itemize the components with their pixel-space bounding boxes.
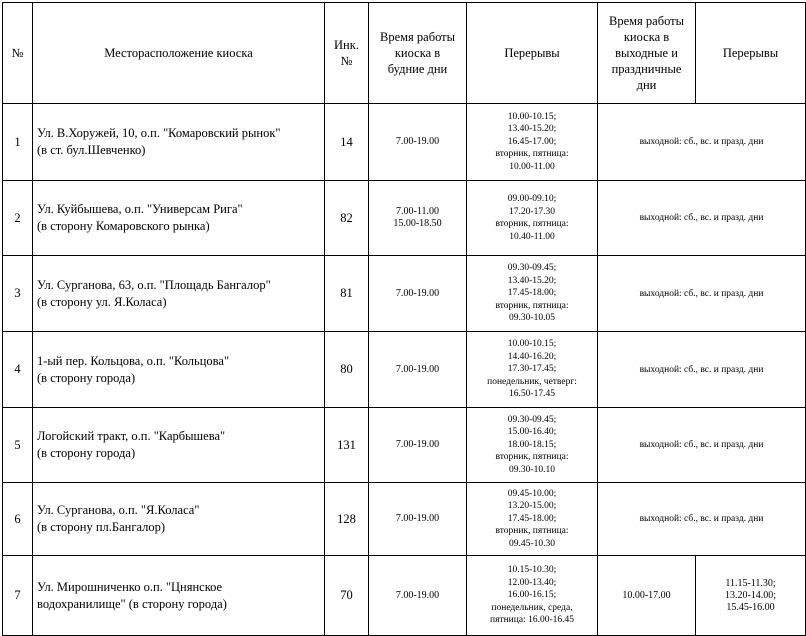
break-line: 13.20-15.00; xyxy=(507,501,557,512)
row-number: 7 xyxy=(3,556,33,636)
inventory-number: 14 xyxy=(325,104,369,181)
hours-line: 7.00-19.00 xyxy=(395,513,440,524)
row-number: 6 xyxy=(3,483,33,556)
location-direction: (в сторону ул. Я.Коласа) xyxy=(37,294,167,309)
break-line: пятница: 16.00-16.45 xyxy=(489,615,574,626)
weekday-hours xyxy=(369,332,467,408)
kiosk-location xyxy=(33,332,325,408)
weekend-hours: 10.00-17.00 xyxy=(598,556,696,636)
break-line: понедельник, четверг: xyxy=(487,376,577,387)
break-line: 09.45-10.00; xyxy=(507,488,557,499)
weekend-break-line: 13.20-14.00; xyxy=(724,589,777,601)
table-row xyxy=(3,408,806,483)
weekday-breaks xyxy=(467,104,598,181)
weekday-hours xyxy=(369,256,467,332)
location-line: Ул. Мирошниченко о.п. "Цнянское xyxy=(37,579,223,594)
inventory-number: 80 xyxy=(325,332,369,408)
row-number: 5 xyxy=(3,408,33,483)
weekday-breaks xyxy=(467,556,598,636)
break-line: вторник, пятница: xyxy=(495,526,569,537)
table-row xyxy=(3,256,806,332)
break-line: 09.30-10.10 xyxy=(509,464,555,475)
row-number: 1 xyxy=(3,104,33,181)
break-line: 13.40-15.20; xyxy=(507,275,557,286)
weekday-hours xyxy=(369,408,467,483)
header-row xyxy=(3,3,806,104)
location-line: Ул. Сурганова, о.п. "Я.Коласа" xyxy=(37,503,200,517)
weekend-closed: выходной: сб., вс. и празд. дни xyxy=(598,104,806,181)
weekend-closed: выходной: сб., вс. и празд. дни xyxy=(598,181,806,256)
inventory-number: 81 xyxy=(325,256,369,332)
weekday-hours xyxy=(369,483,467,556)
break-line: 09.30-09.45; xyxy=(507,414,557,425)
table-row xyxy=(3,556,806,636)
table-row xyxy=(3,181,806,256)
inventory-number: 82 xyxy=(325,181,369,256)
break-line: 09.30-10.05 xyxy=(509,313,555,324)
weekend-closed: выходной: сб., вс. и празд. дни xyxy=(598,332,806,408)
weekday-hours xyxy=(369,556,467,636)
weekend-closed: выходной: сб., вс. и празд. дни xyxy=(598,483,806,556)
hours-line: 15.00-18.50 xyxy=(393,218,442,229)
break-line: 09.30-09.45; xyxy=(507,263,557,274)
weekday-breaks xyxy=(467,332,598,408)
location-line: Логойский тракт, о.п. "Карбышева" xyxy=(37,429,226,443)
break-line: 13.40-15.20; xyxy=(507,124,557,135)
hours-line: 7.00-19.00 xyxy=(395,136,440,147)
break-line: 10.00-10.15; xyxy=(507,339,557,350)
location-line: 1-ый пер. Кольцова, о.п. "Кольцова" xyxy=(37,353,230,368)
location-direction: (в ст. бул.Шевченко) xyxy=(37,143,146,157)
header-breaks: Перерывы xyxy=(467,3,598,104)
break-line: 17.20-17.30 xyxy=(509,206,555,217)
header-weekend-hours: Время работы киоска в выходные и праздничные дни xyxy=(598,3,696,104)
break-line: 10.40-11.00 xyxy=(509,231,555,242)
weekend-closed: выходной: сб., вс. и празд. дни xyxy=(598,256,806,332)
break-line: вторник, пятница: xyxy=(495,219,569,229)
header-inv: Инк. № xyxy=(325,3,369,104)
break-line: 16.00-16.15; xyxy=(507,590,557,601)
inventory-number: 131 xyxy=(325,408,369,483)
kiosk-location xyxy=(33,104,325,181)
kiosk-location xyxy=(33,256,325,332)
break-line: 10.00-11.00 xyxy=(509,161,555,172)
weekday-hours xyxy=(369,104,467,181)
weekday-breaks xyxy=(467,483,598,556)
break-line: 17.45-18.00; xyxy=(507,288,557,299)
table-row xyxy=(3,332,806,408)
location-line: Ул. Сурганова, 63, о.п. "Площадь Бангалор" xyxy=(37,277,271,292)
break-line: 09.00-09.10; xyxy=(507,194,557,204)
break-line: 16.45-17.00; xyxy=(507,136,557,147)
weekday-breaks xyxy=(467,256,598,332)
break-line: вторник, пятница: xyxy=(495,300,569,311)
break-line: 12.00-13.40; xyxy=(507,577,557,588)
break-line: 16.50-17.45 xyxy=(509,389,555,400)
hours-line: 7.00-19.00 xyxy=(395,589,440,601)
header-weekend-breaks: Перерывы xyxy=(696,3,806,104)
location-direction: водохранилище" (в сторону города) xyxy=(37,596,227,611)
weekday-breaks xyxy=(467,181,598,256)
break-line: понедельник, среда, xyxy=(491,602,573,613)
break-line: 15.00-16.40; xyxy=(507,427,557,438)
row-number: 4 xyxy=(3,332,33,408)
hours-line: 7.00-19.00 xyxy=(395,439,440,450)
weekend-closed: выходной: сб., вс. и празд. дни xyxy=(598,408,806,483)
location-direction: (в сторону города) xyxy=(37,446,136,460)
kiosk-schedule-table xyxy=(2,2,806,636)
kiosk-location xyxy=(33,181,325,256)
hours-line: 7.00-19.00 xyxy=(395,287,440,299)
location-line: Ул. В.Хоружей, 10, о.п. "Комаровский рынок" xyxy=(37,126,281,140)
kiosk-location xyxy=(33,556,325,636)
kiosk-location xyxy=(33,483,325,556)
header-location: Месторасположение киоска xyxy=(33,3,325,104)
weekday-hours xyxy=(369,181,467,256)
kiosk-location xyxy=(33,408,325,483)
break-line: вторник, пятница: xyxy=(495,452,569,463)
inventory-number: 128 xyxy=(325,483,369,556)
break-line: 17.45-18.00; xyxy=(507,513,557,524)
break-line: 17.30-17.45; xyxy=(507,364,557,375)
location-line: Ул. Куйбышева, о.п. "Универсам Рига" xyxy=(37,202,243,216)
location-direction: (в сторону города) xyxy=(37,370,136,385)
inventory-number: 70 xyxy=(325,556,369,636)
weekend-break-line: 11.15-11.30; xyxy=(725,577,776,589)
hours-line: 7.00-19.00 xyxy=(395,363,440,375)
table-row xyxy=(3,483,806,556)
break-line: 10.15-10.30; xyxy=(507,565,557,576)
weekday-breaks xyxy=(467,408,598,483)
break-line: 18.00-18.15; xyxy=(507,439,557,450)
row-number: 3 xyxy=(3,256,33,332)
weekend-break-line: 15.45-16.00 xyxy=(726,601,775,613)
break-line: вторник, пятница: xyxy=(495,149,569,160)
location-direction: (в сторону Комаровского рынка) xyxy=(37,219,210,233)
header-weekday-hours: Время работы киоска в будние дни xyxy=(369,3,467,104)
table-row xyxy=(3,104,806,181)
header-num: № xyxy=(3,3,33,104)
break-line: 10.00-10.15; xyxy=(507,111,557,122)
hours-line: 7.00-11.00 xyxy=(396,206,439,217)
row-number: 2 xyxy=(3,181,33,256)
weekend-breaks xyxy=(696,556,806,636)
break-line: 14.40-16.20; xyxy=(507,351,557,362)
break-line: 09.45-10.30 xyxy=(509,538,555,549)
location-direction: (в сторону пл.Бангалор) xyxy=(37,520,166,534)
